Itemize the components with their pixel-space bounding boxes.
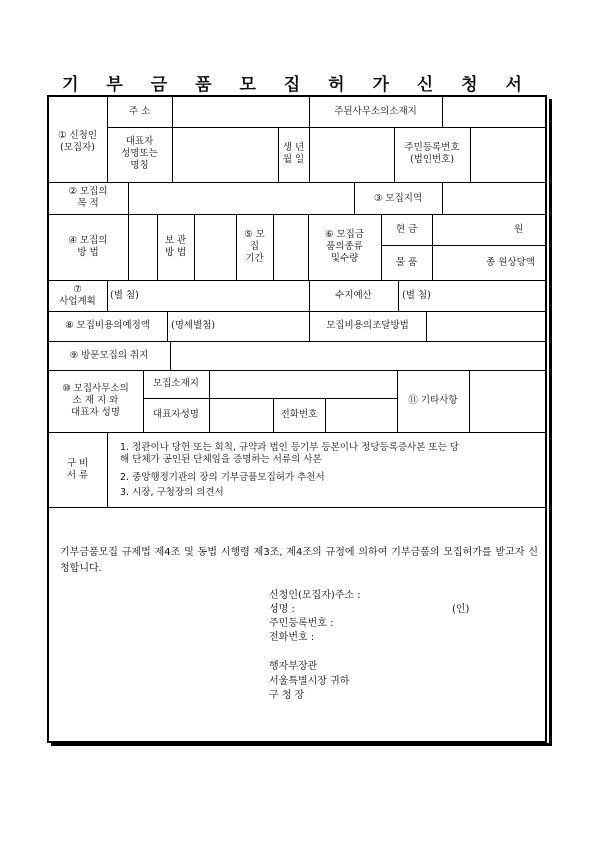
cost-detail: (명세별첨) xyxy=(171,320,216,331)
row-divider xyxy=(48,311,546,312)
cell-divider xyxy=(209,370,210,432)
form-title: 기 부 금 품 모 집 허 가 신 청 서 xyxy=(62,75,533,95)
sig-address-label: 신청인(모집자)주소 : xyxy=(269,590,361,601)
resident-number-label: 주민등록번호 (법인번호) xyxy=(404,142,460,165)
funding-method-label: 모집비용의조달방법 xyxy=(326,320,409,331)
row-divider xyxy=(48,280,546,281)
cell-divider xyxy=(442,182,443,214)
visit-purpose-label: ⑨ 방문모집의 취지 xyxy=(69,350,149,361)
won-unit: 원 xyxy=(514,224,524,235)
office-location-field-label: 모집소재지 xyxy=(153,378,199,389)
cell-divider xyxy=(470,127,471,182)
cell-divider xyxy=(194,214,195,280)
cell-divider xyxy=(167,311,168,341)
frame-shadow-bottom xyxy=(51,743,552,746)
applicant-section-label: ① 신청인 (모집자) xyxy=(57,130,98,153)
office-rep-label: 대표자성명 xyxy=(153,409,199,420)
cell-divider xyxy=(143,398,397,399)
storage-method-label: 보 관 방 법 xyxy=(164,235,187,258)
cell-divider xyxy=(426,311,427,341)
cell-divider xyxy=(172,96,173,182)
cell-divider xyxy=(469,370,470,432)
office-phone-label: 전화번호 xyxy=(280,409,318,420)
sig-phone-label: 전화번호 : xyxy=(269,632,315,643)
cost-estimate-label: ⑧ 모집비용의예정액 xyxy=(65,320,150,331)
address-label: 주 소 xyxy=(128,106,151,117)
office-location-label: 주된사무소의소재지 xyxy=(334,106,417,117)
other-matters-label: ⑪ 기타사항 xyxy=(408,395,458,406)
row-divider xyxy=(48,507,546,508)
birth-date-label: 생 년 월 일 xyxy=(282,142,305,165)
rep-name-label: 대표자 성명또는 명칭 xyxy=(121,136,158,171)
business-plan-label: ⑦ 사업계획 xyxy=(59,284,96,307)
cell-divider xyxy=(128,182,129,214)
plan-attached: (별 첨) xyxy=(110,290,139,301)
seal-mark: (인) xyxy=(452,604,470,615)
row-divider xyxy=(48,182,546,183)
cell-divider xyxy=(107,432,108,507)
row-divider xyxy=(48,370,546,371)
kinds-unit: 종 원상당액 xyxy=(486,257,535,268)
document-item-1: 1. 정관이나 당헌 또는 회칙, 규약과 법인 등기부 등본이나 정당등록증사본 또는 당 해 단체가 공인된 단체임을 증명하는 서류의 사본 xyxy=(120,442,459,465)
cell-divider xyxy=(128,214,129,280)
recipient-1: 행자부장관 xyxy=(269,661,318,672)
cell-divider xyxy=(325,398,326,432)
purpose-label: ② 모집의 목 적 xyxy=(68,186,108,209)
cell-divider xyxy=(107,280,108,311)
cell-divider xyxy=(170,341,171,370)
cash-label: 현 금 xyxy=(395,224,418,235)
required-documents-label: 구 비 서 류 xyxy=(66,458,89,481)
cell-divider xyxy=(398,280,399,311)
cell-divider xyxy=(273,214,274,280)
document-item-3: 3. 시장, 구청장의 의견서 xyxy=(120,487,224,498)
document-item-2: 2. 중앙행정기관의 장의 기부금품모집허가 추천서 xyxy=(120,472,325,483)
items-label: ⑥ 모집금 품의종류 및수량 xyxy=(324,229,365,264)
row-divider xyxy=(48,214,546,215)
budget-attached: (별 첨) xyxy=(402,290,431,301)
row-divider xyxy=(48,341,546,342)
cell-divider xyxy=(381,245,546,246)
declaration-text: 기부금품모집 규제법 제4조 및 동법 시행령 제3조, 제4조의 규정에 의하여 기부금품의 모집허가를 받고자 신청합니다. xyxy=(60,547,538,574)
region-label: ③ 모집지역 xyxy=(373,193,423,204)
goods-label: 물 품 xyxy=(395,257,418,268)
frame-shadow-right xyxy=(549,99,552,746)
cell-divider xyxy=(442,96,443,127)
office-label: ⑩ 모집사무소의 소 재 지 와 대표자 성명 xyxy=(62,383,129,418)
period-label: ⑤ 모 집 기간 xyxy=(244,229,265,264)
recipient-3: 구 청 장 xyxy=(269,690,305,701)
cell-divider xyxy=(309,127,310,182)
sig-resident-label: 주민등록번호 : xyxy=(269,618,334,629)
method-label: ④ 모집의 방 법 xyxy=(68,235,108,258)
cell-divider xyxy=(432,214,433,280)
sig-name-label: 성명 : xyxy=(269,604,295,615)
budget-label: 수지예산 xyxy=(335,290,372,301)
recipient-2: 서울특별시장 귀하 xyxy=(269,676,350,687)
row-divider xyxy=(48,432,546,433)
